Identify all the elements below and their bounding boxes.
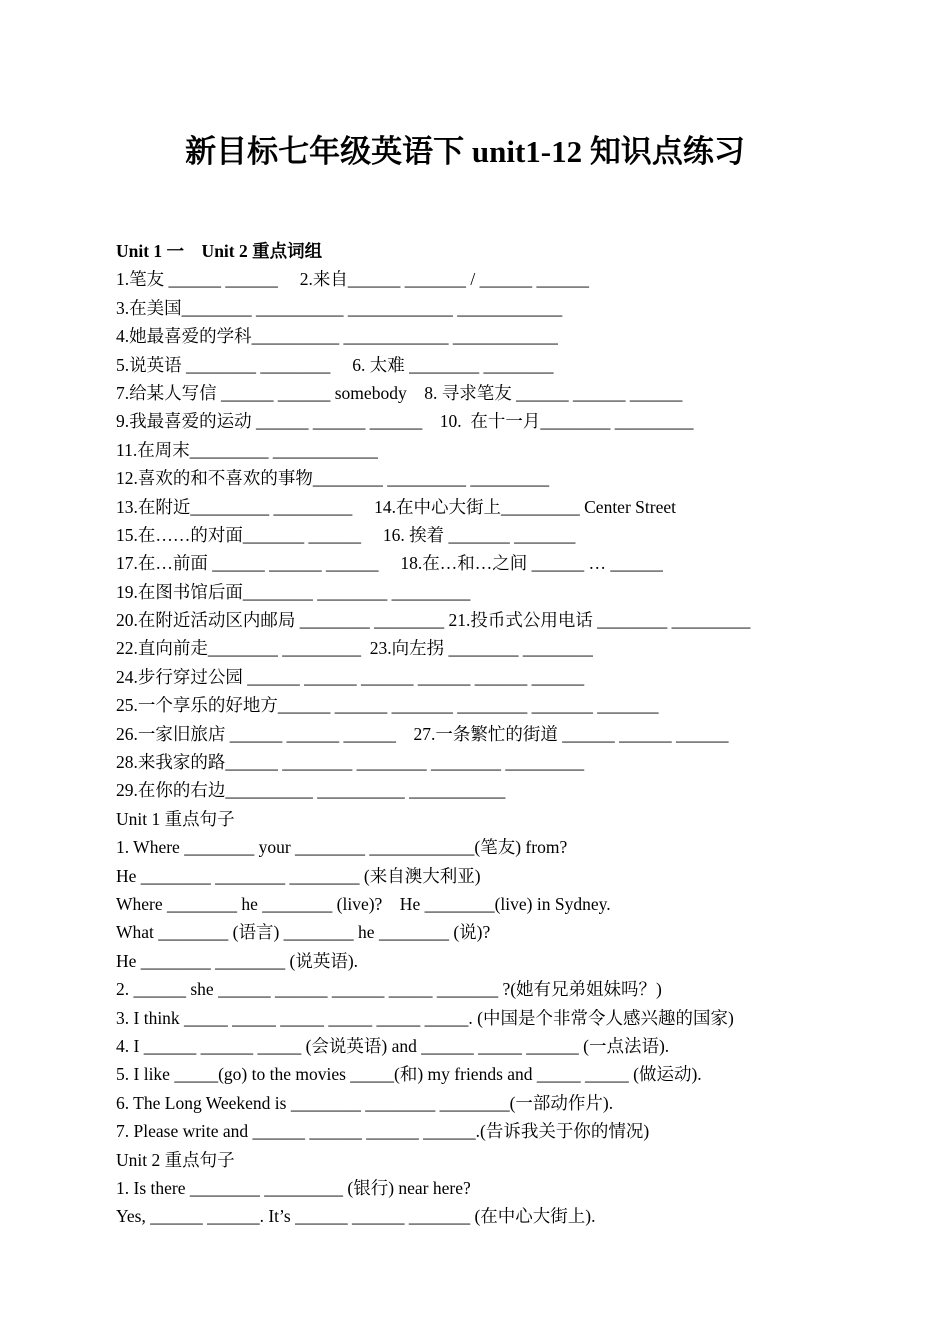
exercise-line: 25.一个享乐的好地方______ ______ _______ ________ _______ _______ <box>116 695 659 716</box>
exercise-line: 11.在周末_________ ____________ <box>116 439 378 460</box>
exercise-line: Where ________ he ________ (live)? He ________(live) in Sydney. <box>116 893 611 914</box>
exercise-line: 17.在…前面 ______ ______ ______ 18.在…和…之间 ______ … ______ <box>116 553 663 574</box>
page-title: 新目标七年级英语下 unit1-12 知识点练习 <box>185 134 745 169</box>
exercise-line: He ________ ________ ________ (来自澳大利亚) <box>116 865 481 886</box>
exercise-line: 2. ______ she ______ ______ ______ _____ _______ ?(她有兄弟姐妹吗？) <box>116 979 662 1000</box>
exercise-line: 20.在附近活动区内邮局 ________ ________ 21.投币式公用电话 ________ _________ <box>116 610 751 631</box>
exercise-line: 28.来我家的路______ ________ ________ ________ _________ <box>116 752 585 773</box>
exercise-line: 7. Please write and ______ ______ ______ ______.(告诉我关于你的情况) <box>116 1121 650 1142</box>
exercise-line: He ________ ________ (说英语). <box>116 950 359 971</box>
exercise-line: Unit 2 重点句子 <box>116 1149 235 1170</box>
exercise-line: 15.在……的对面_______ ______ 16. 挨着 _______ _______ <box>116 524 576 545</box>
exercise-line: 1.笔友 ______ ______ 2.来自______ _______ / ______ ______ <box>116 269 589 290</box>
exercise-line: 13.在附近_________ _________ 14.在中心大街上_________ Center Street <box>116 496 676 517</box>
exercise-lines <box>116 237 916 1231</box>
exercise-line: Unit 1 重点句子 <box>116 808 235 829</box>
exercise-line: 4. I ______ ______ _____ (会说英语) and ______ _____ ______ (一点法语). <box>116 1035 670 1056</box>
exercise-line: What ________ (语言) ________ he ________ (说)? <box>116 922 491 943</box>
exercise-line: 1. Where ________ your ________ ____________(笔友) from? <box>116 837 568 858</box>
exercise-line: 22.直向前走________ _________ 23.向左拐 ________ ________ <box>116 638 593 659</box>
exercise-line: 24.步行穿过公园 ______ ______ ______ ______ ______ ______ <box>116 666 585 687</box>
exercise-line: 3. I think _____ _____ _____ _____ _____ _____. (中国是个非常令人感兴趣的国家) <box>116 1007 734 1028</box>
exercise-line: 9.我最喜爱的运动 ______ ______ ______ 10. 在十一月________ _________ <box>116 411 694 432</box>
exercise-line: 4.她最喜爱的学科__________ ____________ ____________ <box>116 326 558 347</box>
exercise-line: 7.给某人写信 ______ ______ somebody 8. 寻求笔友 ______ ______ ______ <box>116 382 683 403</box>
exercise-line: 3.在美国________ __________ ____________ ____________ <box>116 297 563 318</box>
exercise-line: 26.一家旧旅店 ______ ______ ______ 27.一条繁忙的街道 ______ ______ ______ <box>116 723 729 744</box>
exercise-line: 1. Is there ________ _________ (银行) near here? <box>116 1177 471 1198</box>
exercise-line: Yes, ______ ______. It’s ______ ______ _______ (在中心大街上). <box>116 1206 596 1227</box>
section-heading: Unit 1 一 Unit 2 重点词组 <box>116 241 323 261</box>
exercise-line: 29.在你的右边__________ __________ ___________ <box>116 780 506 801</box>
exercise-line: 6. The Long Weekend is ________ ________ ________(一部动作片). <box>116 1092 614 1113</box>
exercise-line: 12.喜欢的和不喜欢的事物________ _________ _________ <box>116 468 550 489</box>
exercise-line: 5. I like _____(go) to the movies _____(和) my friends and _____ _____ (做运动). <box>116 1064 702 1085</box>
exercise-line: 19.在图书馆后面________ ________ _________ <box>116 581 471 602</box>
exercise-line: 5.说英语 ________ ________ 6. 太难 ________ ________ <box>116 354 554 375</box>
